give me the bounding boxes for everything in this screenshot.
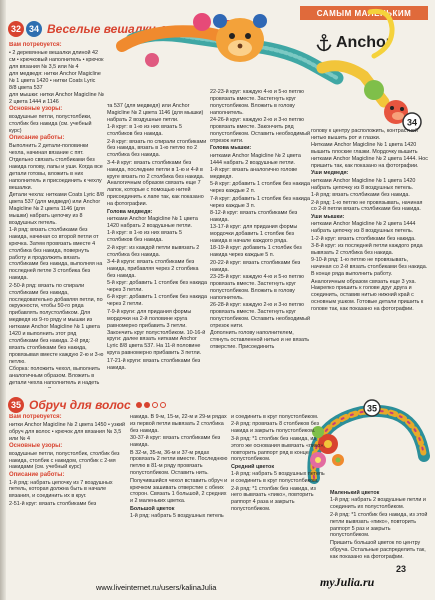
text-column-4 [311,128,428,386]
paragraph: 3-й ряд: *1 столбик без накида, из этого же основания вывязать «пико», повторить раппорт ряд в конце полустолбиком. [231,435,325,463]
paragraph: В 32-м, 35-м, 36-м и 37-м рядах провязать 2 петли вместе. Последнюю петлю в 81-м ряду провязать полустолбиком. Оставить нить. [130,449,228,477]
pattern-number-35: 35 [8,397,24,413]
subheading: Уши мышки: [311,213,345,220]
subheading: Средний цветок [231,463,275,470]
text-column-c [231,414,327,586]
paragraph: голову к центру расположить, контрастной нитью вышить рот и глазки. [311,128,418,141]
paragraph: Пришить большой цветок по центру обруча. Остальные распределить так, как показано на фотографии. [330,539,426,560]
patterns-heading: Основные узоры: [9,442,63,449]
photo-badge-34: 34 [406,117,418,128]
category-banner: САМЫМ МАЛЕНЬКИМ [300,6,428,20]
paragraph: 22-23-й круг: каждую 4-ю и 5-ю петлю провязать вместе. Застегнуть круг полустолбиком. Вложить в голову наполнитель. [210,89,304,116]
text-column-d [330,490,428,578]
paragraph: 24-26-й круг: каждую 2-ю и 3-ю петлю провязать вместе. Закончить ряд полустолбиком. Оставить необходимый отрезок нити. [210,117,311,144]
paragraph: 7-9-й круги: для придания формы мордочки на 2-й половине круга равномерно прибавить 3 петли. Закончить круг полустолбиком. 10-16-й круги: далее вязать нитками Anchor Lyric 8/8 цвета 537. На 11-й половине круга равномерно прибавить 3 петли. [107,308,206,357]
subheading: Уши медведя: [311,170,349,177]
paragraph: 18-19-й круг: добавить 1 столбик без накида через каждые 5 п. [210,245,302,259]
subheading: Голова мышки: [210,145,252,152]
paragraph: та 537 (для медведя) или Anchor Magicline № 2 цвета 1146 (для мышки) набрать 2 воздушные петли. [107,103,204,123]
paragraph: Детали чехла: нитками Coats Lyric 8/8 цвета 537 (для медведя) или Anchor Magicline № 2 цвета 1146 (для мышки) набрать цепочку из 8 воздушных петель. [9,191,104,226]
paragraph: 26-28-й круг: каждую 2-ю и 3-ю петлю провязать вместе. Застегнуть круг полустолбиком. Оставить необходимый отрезок нити. [210,302,311,329]
photo-badge-35: 35 [366,403,378,414]
paragraph: 2-й круг: из каждой петли вывязать 2 столбика без накида. [107,244,200,258]
section-title: Веселые вешалки [47,22,156,36]
paragraph: 1-й ряд: набрать цепочку из 7 воздушных петель, которая должна быть в начале вязания, и соединить их в круг. [9,479,113,500]
subheading: Голова медведя: [107,208,153,215]
subheading: Маленький цветок [330,490,380,496]
paragraph: 2-й ряд: *1 столбик без накида, из него вывязать «пико», повторить раппорт 4 раза и закрыть полустолбиком. [231,485,316,513]
instructions-heading: Описание работы: [9,471,65,478]
paragraph: 1-й круг: в 1-ю из них вязать 5 столбиков без накида. [107,124,182,138]
paragraph: Нитками Anchor Magicline № 1 цвета 1420 вышить плоские глазки. Мордочку вышить нитками Anchor Magicline № 2 цвета 1444. Нос пришить так, как показано на фотографии. [311,142,428,170]
paragraph: 2-й круг: вязать по спирали столбиками без накида, вязать в 1-ю петлю по 2 столбика без накида. [107,138,207,159]
paragraph: 2-й ряд: провязать 8 столбиков без накида и закрыть полустолбиком. [231,421,319,435]
paragraph: 3-4-й круг: вязать столбиками без накида, последние петли в 1-ю и 4-й в круге вязать по 2 столбика без накида. Аналогичным образом связать еще 7 лапок, которые с помощью нитей присоединить к лапе так, как показано на фотографии. [107,159,205,208]
paragraph: 23-25-й круг: каждую 4-ю и 5-ю петлю провязать вместе. Застегнуть круг полустолбиком. Вложить в голову наполнитель. [210,274,304,301]
text-column-1 [9,42,104,388]
section-2-header [8,397,166,413]
paragraph: нитками Anchor Magicline № 1 цвета 1420 набрать цепочку из 8 воздушных петель. [311,177,416,191]
patterns-text: воздушные петли, полустолбики, столбик без накида (см. учебный курс) [9,114,92,134]
paragraph: 17-21-й круги: вязать столбиками без накида. [107,357,201,371]
paragraph: накида. В 9-м, 15-м, 22-м и 29-м рядах из первой петли вывязать 2 столбика без накида. [130,414,227,434]
paragraph: воздушные петли, полустолбик, столбик без накида, столбик с накидом, столбик с 2-мя накидами (см. учебный курс) [9,450,120,471]
paragraph: нитками Anchor Magicline № 1 цвета 1420 набрать 2 воздушные петли. [107,216,198,229]
watermark-url: www.liveinternet.ru/users/kalinaJulia [96,583,217,592]
paragraph: нитки Anchor Magicline № 2 цвета 1450 • узкий обруч для волос • крючок для вязания № 3,5 или № 4 [9,421,125,442]
instructions-heading: Описание работы: [9,135,65,142]
text-column-3 [210,89,312,388]
paragraph: 3-8-й круг: из последней петли каждого ряда вывязать 2 столбика без накида. [311,243,423,256]
paragraph: Аналогичным образом связать еще 3 уха. Накрепко пришить к голове друг друга и соединить, оставив нитью нижний край с основным ушком. Готовые детали пришить к голове так, как показано на фотографии. [311,278,424,313]
paragraph: нитками Anchor Magicline № 2 цвета 1444 набрать цепочку из 8 воздушных петель. [311,221,416,235]
paragraph: 1-й ряд: вязать столбиками без накида. [311,192,410,199]
watermark-logo: myJulia.ru [320,575,375,589]
paragraph: 1-й ряд: набрать 2 воздушные петли и соединить их полустолбиком. [330,497,426,511]
mouse-yarn-text: для мышки: нитки Anchor Magicline № 2 цвета 1444 и 1146 [9,92,104,106]
paragraph: 1-й круг: в 1-ю из них вязать 5 столбиков без накида. [107,230,182,244]
text-column-b [130,414,228,586]
brand-name: Anchor [336,34,392,51]
subheading: Большой цветок [130,505,175,512]
paragraph: 2-50-й ряд: вязать по спирали столбиками без накида, последовательно добавляя петли, по окружности, чтобы 50-го ряда прибавлять полустолбиком. Для медведя из 9-го ряду и мышки из нитками Anchor Magicline № 1 цвета 1420 и выполнить этот ряд столбиками без накида. 2-й ряд: вязать столбиками без накида, провязывая вместе каждую 2-ю и 3-ю петлю. [9,282,104,365]
paragraph: 3-4-й круги: вязать столбиками без накида, прибавляя через 2 столбика без накида. [107,258,199,279]
paragraph: Выполнить 2 детали-половинки чехла, начиная вязание с пят. Отдельно связать столбиками без накида голову, лапы и уши. Когда все детали готовы, вложить в них наполнитель и присоединить к чехлу вешалки. [9,143,103,191]
paragraph: Дополнить голову наполнителем, стянуть оставленной нитью и не вязать отверстие. Присоединить [210,330,310,351]
text-column-a [9,414,127,586]
paragraph: 1-й ряд: вязать столбиками без накида, начиная со второй петли от крючка. Затем провязать вместе 4 столбика без накида, повернуть работу и продолжить вязать столбиками без накида, выполняя на последней петле 3 столбика без накида. [9,226,103,282]
paragraph: нитками Anchor Magicline № 2 цвета 1444 набрать 2 воздушные петли. [210,152,301,166]
paragraph: и соединить в круг полустолбиком. [231,414,319,420]
paragraph: Получившийся чехол вставить обруч и крючком зашивать отверстие с обеих сторон. Связать 1 большой, 2 средних и 2 маленьких цветка. [130,477,228,505]
materials-text: • 2 деревянные вешалки длиной 42 см • крючковый наполнитель • крючок для вязания № 3,5 или № 4 [9,49,104,70]
paragraph: 20-22-й круг: вязать столбиками без накида. [210,259,301,273]
paragraph: 5-й круг: добавить 1 столбик без накида через 3 петли. [107,280,207,294]
paragraph: 2-51-й круг: вязать столбиками без [9,500,97,507]
paragraph: 30-37-й круг: вязать столбиками без накида. [130,435,221,449]
paragraph: 7-й круг: добавить 1 столбик без накида через каждые 3 п. [210,195,310,209]
pattern-number-left: 32 [8,21,24,37]
paragraph: 2-й ряд: 1-ю петлю не провязывать, начиная со 2-й петли вязать столбиками без накида. [311,199,423,213]
patterns-heading: Основные узоры: [9,106,63,113]
paragraph: 6-й круг: добавить 1 столбик без накида через 2 петли. [107,294,207,308]
paragraph: 5-й круг: добавить 1 столбик без накида через каждые 2 п. [210,181,310,195]
paragraph: 1-й круг: вязать аналогично голове медведя. [210,166,298,180]
paragraph: 8-12-й круг: вязать столбиками без накида. [210,209,298,223]
text-column-2 [107,103,207,388]
bear-yarn-text: для медведя: нитки Anchor Magicline № 1 цвета 1420 • нитки Coats Lyric 8/8 цвета 537 [9,70,101,91]
paragraph: 1-й ряд: набрать 5 воздушных петель и соединить в круг полустолбиком. [231,471,325,485]
paragraph: 1-2-й круг: вязать столбиками без накида. [311,235,416,242]
page-spine [0,0,6,600]
pattern-number-right: 34 [26,21,42,37]
materials-heading: Вам потребуется: [9,42,62,48]
flower-small [332,454,344,466]
paragraph: 2-й ряд: *1 столбик без накида, из этой петли вывязать «пико», повторить раппорт 5 раз и закрыть полустолбиком. [330,511,428,539]
materials-heading: Вам потребуется: [9,414,62,420]
section-2-title: Обруч для волос [29,398,131,412]
paragraph: 9-10-й ряд: 1-ю петлю не провязывать, начиная со 2-й вязать столбиками без накида. В конце ряда выполнить работу. [311,257,428,278]
difficulty-rating [136,402,166,408]
page-number: 23 [396,564,407,574]
paragraph: 1-й ряд: набрать 5 воздушных петель [130,513,224,520]
paragraph: Сборка: положить чехол, выполнить аналогичным образом. Вложить в детали чехла наполнитель и надеть [9,366,101,386]
paragraph: 13-17-й круг: для придания формы мордочки добавить 1 столбик без накида в начале каждого ряда. [210,224,298,245]
